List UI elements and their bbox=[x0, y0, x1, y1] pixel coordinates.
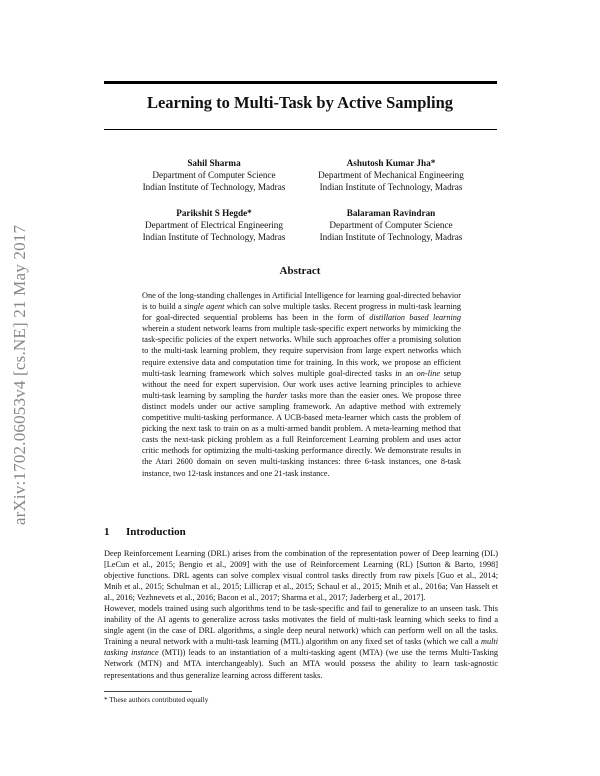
author-institution: Indian Institute of Technology, Madras bbox=[142, 182, 286, 192]
abstract-heading: Abstract bbox=[279, 265, 321, 277]
author-institution: Indian Institute of Technology, Madras bbox=[142, 232, 286, 242]
intro-paragraph-2: However, models trained using such algorithms tend to be task-specific and fail to generalize to an unseen task. This inability of the AI agents to generalize across tasks motivates the field of multi-task learning which seeks to find a single agent (in the case of DRL algorithms, a single deep neural network) which can perform well on all the tasks. Training a neural network with a multi-task learning (MTL) algorithm on any fixed set of tasks (which we call a multi tasking instance (MTI)) leads to an instantiation of a multi-tasking agent (MTA) (we use the terms Multi-Tasking Network (MTN) and MTA interchangeably). Such an MTA would possess the ability to learn task-agnostic representations and thus generalize learning across different tasks. bbox=[104, 604, 498, 680]
emphasis: multi tasking instance bbox=[104, 637, 498, 658]
author-name: Ashutosh Kumar Jha* bbox=[346, 158, 436, 168]
abstract-text: One of the long-standing challenges in Artificial Intelligence for learning goal-directed behavior is to build a single agent which can solve multiple tasks. Recent progress in multi-task learning for goal-directed sequential problems has been in the form of distillation based learning wherein a student network learns from multiple task-specific expert networks by mimicking the task-specific policies of the expert networks. While such approaches offer a promising solution to the multi-task learning problem, they require supervision from large expert networks which require extensive data and computation time for training. In this work, we propose an efficient multi-task learning framework which solves multiple goal-directed tasks in an on-line setup without the need for expert supervision. Our work uses active learning principles to achieve multi-task learning by sampling the harder tasks more than the easier ones. We propose three distinct models under our active sampling framework. An adaptive method with extremely competitive multi-tasking performance. A UCB-based meta-learner which casts the problem of picking the next task to train on as a multi-armed bandit problem. A meta-learning method that casts the next-task picking problem as a full Reinforcement Learning problem and uses actor critic methods for optimizing the multi-tasking performance directly. We demonstrate results in the Atari 2600 domain on seven multi-tasking instances: three 6-task instances, one 8-task instance, two 12-task instances and one 21-task instance. bbox=[142, 291, 462, 478]
emphasis: single agent bbox=[184, 302, 225, 312]
author-block bbox=[281, 207, 501, 243]
author-name: Sahil Sharma bbox=[187, 158, 241, 168]
author-name: Balaraman Ravindran bbox=[346, 208, 436, 218]
footnote: * These authors contributed equally bbox=[104, 695, 209, 704]
arxiv-identifier[interactable]: arXiv:1702.06053v4 [cs.NE] 21 May 2017 bbox=[10, 224, 29, 526]
emphasis: on-line bbox=[416, 368, 441, 378]
paper-title: Learning to Multi-Task by Active Sampling bbox=[146, 93, 454, 112]
emphasis: distillation based learning bbox=[369, 313, 462, 323]
author-department: Department of Computer Science bbox=[152, 170, 276, 180]
intro-paragraph-1: Deep Reinforcement Learning (DRL) arises from the combination of the representation power of Deep learning (DL) [LeCun et al., 2015; Bengio et al., 2009] with the use of Reinforcement Learning (RL) [Sutton & Barto, 1998] objective functions. DRL agents can solve complex visual control tasks directly from raw pixels [Guo et al., 2014; Mnih et al., 2015; Schulman et al., 2015; Lillicrap et al., 2015; Schaul et al., 2015; Mnih et al., 2016a; Van Hasselt et al., 2016; Vezhnevets et al., 2016; Bacon et al., 2017; Sharma et al., 2017; Jaderberg et al., 2017]. bbox=[104, 549, 498, 603]
author-institution: Indian Institute of Technology, Madras bbox=[319, 182, 463, 192]
title-rule-top bbox=[104, 81, 497, 84]
author-institution: Indian Institute of Technology, Madras bbox=[319, 232, 463, 242]
author-department: Department of Mechanical Engineering bbox=[318, 170, 464, 180]
section-number: 1 bbox=[104, 526, 110, 538]
emphasis: harder bbox=[265, 390, 288, 400]
arxiv-sidebar bbox=[6, 200, 34, 550]
section-title: Introduction bbox=[126, 526, 186, 538]
section-heading bbox=[104, 526, 186, 538]
author-department: Department of Electrical Engineering bbox=[144, 220, 283, 230]
author-name: Parikshit S Hegde* bbox=[176, 208, 252, 218]
author-block bbox=[281, 157, 501, 193]
author-department: Department of Computer Science bbox=[329, 220, 453, 230]
title-rule-bottom bbox=[104, 129, 497, 130]
footnote-rule bbox=[104, 691, 192, 692]
